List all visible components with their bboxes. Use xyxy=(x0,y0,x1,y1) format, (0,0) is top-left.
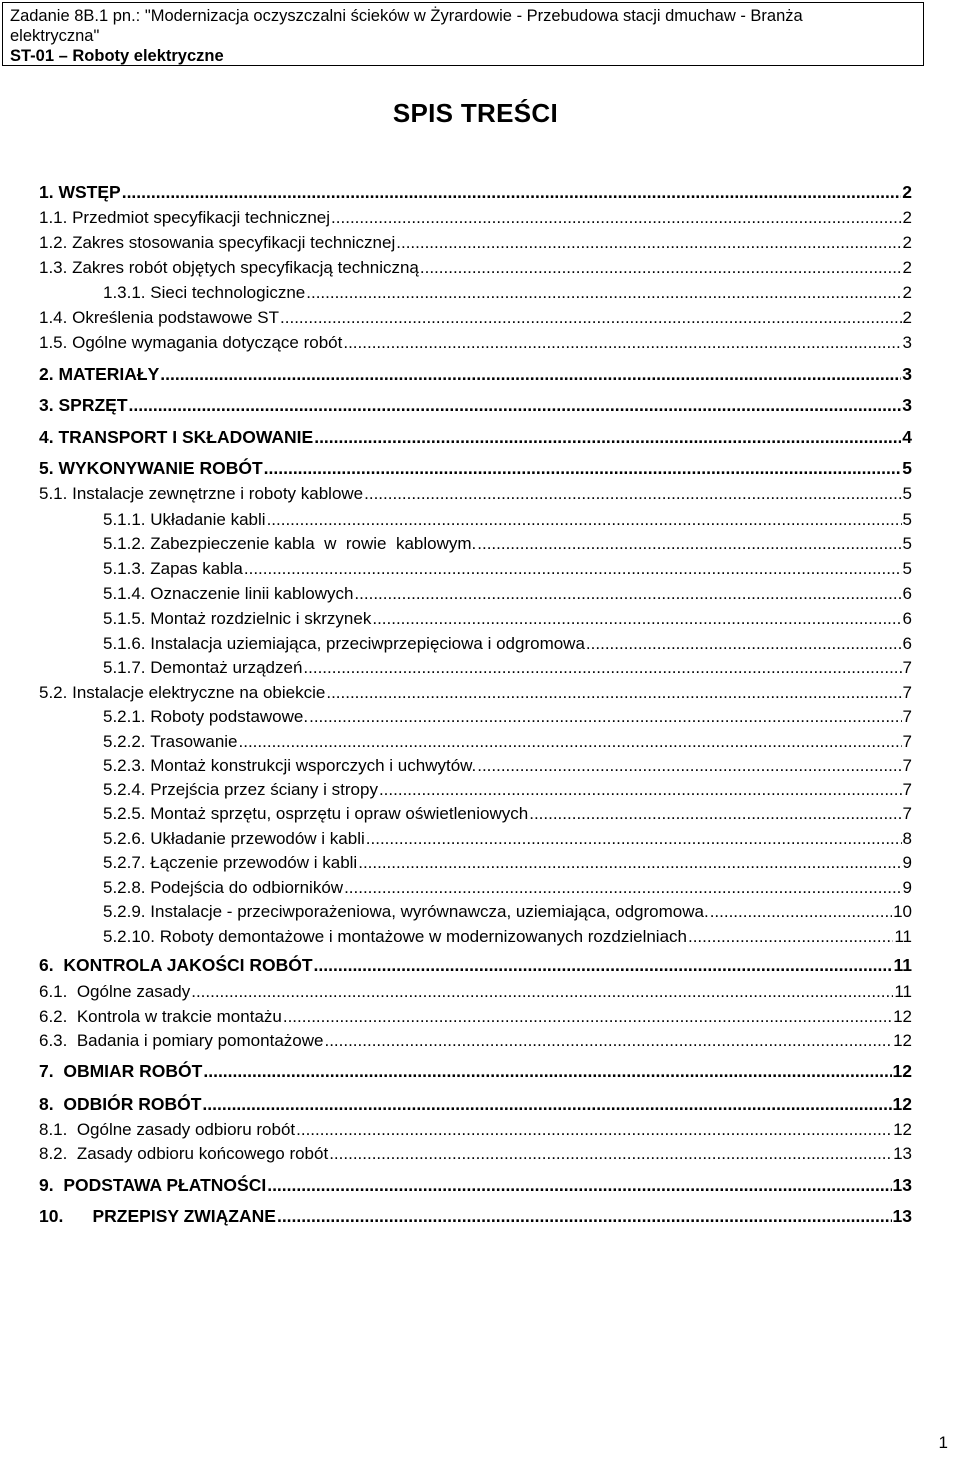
toc-leader-dots xyxy=(314,954,893,976)
toc-entry-label: MATERIAŁY xyxy=(58,364,160,384)
toc-entry[interactable] xyxy=(103,608,912,630)
toc-entry[interactable] xyxy=(103,901,912,923)
toc-entry[interactable] xyxy=(39,483,912,505)
toc-entry[interactable] xyxy=(39,307,912,329)
toc-entry[interactable] xyxy=(39,332,912,354)
toc-entry-number: 5.1.3. xyxy=(103,559,151,578)
toc-entry-page: 5 xyxy=(902,510,912,529)
toc-entry-label: Ogólne zasady odbioru robót xyxy=(76,1120,296,1139)
toc-entry-number: 5.1.4. xyxy=(103,584,151,603)
toc-entry-page: 3 xyxy=(902,333,912,352)
toc-entry-label: Instalacje - przeciwporażeniowa, wyrównawcza, uziemiająca, odgromowa. xyxy=(150,902,709,921)
toc-entry-label: Zakres robót objętych specyfikacją techniczną xyxy=(72,258,419,277)
toc-entry-page: 6 xyxy=(902,634,912,653)
toc-entry-page: 2 xyxy=(902,258,912,277)
toc-leader-dots xyxy=(203,1060,891,1082)
toc-entry-number: 6.2. xyxy=(39,1007,77,1026)
toc-entry[interactable] xyxy=(103,803,912,825)
toc-entry[interactable] xyxy=(103,877,912,899)
toc-entry[interactable] xyxy=(39,363,912,385)
toc-entry-label: Roboty podstawowe. xyxy=(150,707,309,726)
toc-leader-dots xyxy=(296,1119,892,1141)
toc-entry[interactable] xyxy=(103,706,912,728)
toc-entry-label: Układanie kabli xyxy=(150,510,266,529)
toc-entry-number: 3. xyxy=(39,395,59,415)
toc-leader-dots xyxy=(129,394,902,416)
toc-entry-label: Oznaczenie linii kablowych xyxy=(150,584,354,603)
toc-entry-label: SPRZĘT xyxy=(58,395,128,415)
toc-entry-number: 5.1.6. xyxy=(103,634,151,653)
toc-entry-number: 5.2.4. xyxy=(103,780,151,799)
toc-entry-page: 5 xyxy=(902,458,912,478)
toc-leader-dots xyxy=(343,332,901,354)
toc-entry-label: Ogólne wymagania dotyczące robót xyxy=(72,333,343,352)
toc-leader-dots xyxy=(280,307,902,329)
toc-entry-number: 6.3. xyxy=(39,1031,77,1050)
toc-entry-page: 12 xyxy=(893,1031,912,1050)
toc-entry-number: 5.2.8. xyxy=(103,878,151,897)
toc-entry-label: Łączenie przewodów i kabli xyxy=(150,853,358,872)
toc-entry-label: Zapas kabla xyxy=(150,559,243,578)
toc-leader-dots xyxy=(264,457,902,479)
toc-leader-dots xyxy=(202,1093,891,1115)
toc-leader-dots xyxy=(710,901,892,923)
toc-entry-number: 5.2. xyxy=(39,683,73,702)
toc-entry-label: Zabezpieczenie kabla w rowie kablowym. xyxy=(150,534,477,553)
toc-entry-number: 6.1. xyxy=(39,982,77,1001)
toc-leader-dots xyxy=(358,852,901,874)
toc-entry-number: 1.5. xyxy=(39,333,73,352)
toc-entry-label: Roboty demontażowe i montażowe w modernizowanych rozdzielniach xyxy=(159,927,687,946)
toc-entry-number: 1.3. xyxy=(39,258,73,277)
toc-entry-page: 13 xyxy=(892,1175,912,1195)
toc-entry[interactable] xyxy=(39,1143,912,1165)
toc-entry-number: 5.2.6. xyxy=(103,829,151,848)
header-project-line-cont: elektryczna" xyxy=(10,27,100,45)
toc-entry[interactable] xyxy=(39,1030,912,1052)
toc-entry-number: 5.1.7. xyxy=(103,658,151,677)
toc-entry-number: 5.2.9. xyxy=(103,902,151,921)
toc-entry-page: 12 xyxy=(893,1120,912,1139)
toc-entry-page: 7 xyxy=(902,683,912,702)
toc-leader-dots xyxy=(267,1174,891,1196)
toc-entry[interactable] xyxy=(103,558,912,580)
toc-entry-page: 13 xyxy=(892,1206,912,1226)
toc-entry[interactable] xyxy=(103,779,912,801)
toc-entry-page: 7 xyxy=(902,732,912,751)
toc-leader-dots xyxy=(372,608,901,630)
toc-entry-number: 8.2. xyxy=(39,1144,77,1163)
toc-entry[interactable] xyxy=(39,426,912,448)
toc-entry-page: 12 xyxy=(892,1094,912,1114)
toc-leader-dots xyxy=(331,207,901,229)
toc-entry[interactable] xyxy=(103,509,912,531)
toc-leader-dots xyxy=(277,1205,892,1227)
toc-entry[interactable] xyxy=(39,181,912,203)
toc-entry[interactable] xyxy=(39,981,912,1003)
toc-leader-dots xyxy=(477,533,901,555)
toc-entry-page: 8 xyxy=(902,829,912,848)
toc-leader-dots xyxy=(239,731,902,753)
toc-entry-page: 11 xyxy=(894,927,912,946)
toc-leader-dots xyxy=(309,706,901,728)
toc-entry-page: 7 xyxy=(902,707,912,726)
toc-entry[interactable] xyxy=(39,457,912,479)
toc-leader-dots xyxy=(364,483,901,505)
toc-leader-dots xyxy=(366,828,902,850)
toc-entry-page: 2 xyxy=(902,283,912,302)
toc-entry-label: Przedmiot specyfikacji technicznej xyxy=(72,208,331,227)
toc-entry-label: Montaż rozdzielnic i skrzynek xyxy=(150,609,372,628)
toc-leader-dots xyxy=(303,657,901,679)
toc-entry-page: 4 xyxy=(902,427,912,447)
toc-entry-page: 11 xyxy=(894,982,912,1001)
toc-entry[interactable] xyxy=(103,731,912,753)
toc-entry[interactable] xyxy=(103,583,912,605)
toc-entry-page: 12 xyxy=(893,1007,912,1026)
toc-entry[interactable] xyxy=(39,1174,912,1196)
toc-leader-dots xyxy=(354,583,901,605)
toc-entry-label: KONTROLA JAKOŚCI ROBÓT xyxy=(63,955,313,975)
toc-leader-dots xyxy=(396,232,901,254)
toc-entry-label: TRANSPORT I SKŁADOWANIE xyxy=(58,427,314,447)
toc-entry-page: 11 xyxy=(893,955,912,975)
toc-entry-label: Zakres stosowania specyfikacji technicznej xyxy=(72,233,396,252)
toc-entry-label: Przejścia przez ściany i stropy xyxy=(150,780,378,799)
toc-entry-number: 1.2. xyxy=(39,233,73,252)
toc-entry[interactable] xyxy=(39,232,912,254)
toc-entry-page: 10 xyxy=(893,902,912,921)
toc-entry-page: 6 xyxy=(902,609,912,628)
toc-leader-dots xyxy=(324,1030,892,1052)
toc-entry-number: 8. xyxy=(39,1094,64,1114)
toc-entry-page: 13 xyxy=(893,1144,912,1163)
toc-entry[interactable] xyxy=(39,1119,912,1141)
toc-entry-page: 2 xyxy=(902,182,912,202)
toc-leader-dots xyxy=(344,877,901,899)
toc-entry-page: 2 xyxy=(902,208,912,227)
toc-leader-dots xyxy=(586,633,902,655)
toc-entry-label: Sieci technologiczne xyxy=(150,283,306,302)
toc-entry-number: 6. xyxy=(39,955,64,975)
toc-leader-dots xyxy=(244,558,902,580)
toc-entry-number: 8.1. xyxy=(39,1120,77,1139)
toc-leader-dots xyxy=(329,1143,892,1165)
toc-entry-number: 1.1. xyxy=(39,208,73,227)
toc-entry[interactable] xyxy=(39,682,912,704)
toc-leader-dots xyxy=(529,803,901,825)
toc-entry-number: 2. xyxy=(39,364,59,384)
header-spec-title: ST-01 – Roboty elektryczne xyxy=(10,47,224,65)
toc-entry[interactable] xyxy=(39,1205,912,1227)
toc-entry-number: 5.2.2. xyxy=(103,732,151,751)
toc-entry[interactable] xyxy=(39,1006,912,1028)
toc-entry-number: 5.1.5. xyxy=(103,609,151,628)
toc-leader-dots xyxy=(306,282,901,304)
toc-entry-label: Ogólne zasady xyxy=(76,982,191,1001)
toc-entry-page: 5 xyxy=(902,484,912,503)
toc-leader-dots xyxy=(688,926,893,948)
toc-leader-dots xyxy=(267,509,902,531)
toc-entry-page: 3 xyxy=(902,395,912,415)
toc-entry[interactable] xyxy=(39,394,912,416)
header-project-line: Zadanie 8B.1 pn.: "Modernizacja oczyszczalni ścieków w Żyrardowie - Przebudowa stacji dmuchaw - Branża xyxy=(10,7,803,25)
toc-entry-page: 3 xyxy=(902,364,912,384)
page-number: 1 xyxy=(938,1433,948,1452)
toc-entry[interactable] xyxy=(39,954,912,976)
toc-entry-label: ODBIÓR ROBÓT xyxy=(63,1094,202,1114)
toc-entry-label: Montaż konstrukcji wsporczych i uchwytów. xyxy=(150,756,477,775)
toc-entry-page: 7 xyxy=(902,658,912,677)
toc-leader-dots xyxy=(326,682,901,704)
toc-entry-label: Określenia podstawowe ST xyxy=(72,308,280,327)
toc-entry-label: Montaż sprzętu, osprzętu i opraw oświetleniowych xyxy=(150,804,529,823)
toc-entry-label: PODSTAWA PŁATNOŚCI xyxy=(63,1175,267,1195)
toc-entry-label: OBMIAR ROBÓT xyxy=(63,1061,203,1081)
toc-entry-number: 1. xyxy=(39,182,59,202)
toc-entry[interactable] xyxy=(39,1060,912,1082)
toc-leader-dots xyxy=(420,257,902,279)
toc-entry[interactable] xyxy=(103,828,912,850)
toc-entry-page: 5 xyxy=(902,559,912,578)
toc-leader-dots xyxy=(122,181,902,203)
toc-entry-label: PRZEPISY ZWIĄZANE xyxy=(92,1206,276,1226)
toc-entry-number: 5.2.5. xyxy=(103,804,151,823)
toc-entry-page: 2 xyxy=(902,233,912,252)
toc-entry-number: 9. xyxy=(39,1175,64,1195)
toc-entry[interactable] xyxy=(103,755,912,777)
toc-leader-dots xyxy=(191,981,893,1003)
toc-entry-label: Podejścia do odbiorników xyxy=(150,878,344,897)
toc-leader-dots xyxy=(379,779,902,801)
toc-entry-label: WSTĘP xyxy=(58,182,121,202)
toc-entry-number: 1.3.1. xyxy=(103,283,151,302)
toc-entry-page: 12 xyxy=(892,1061,912,1081)
toc-entry-number: 5. xyxy=(39,458,59,478)
toc-entry-number: 7. xyxy=(39,1061,64,1081)
toc-entry-page: 7 xyxy=(902,756,912,775)
toc-entry-label: WYKONYWANIE ROBÓT xyxy=(58,458,263,478)
toc-entry-number: 5.2.7. xyxy=(103,853,151,872)
toc-leader-dots xyxy=(477,755,901,777)
toc-entry-page: 5 xyxy=(902,534,912,553)
toc-entry-number: 5.1.1. xyxy=(103,510,151,529)
toc-entry-number: 5.2.1. xyxy=(103,707,151,726)
toc-entry-number: 5.1. xyxy=(39,484,73,503)
toc-heading: SPIS TREŚCI xyxy=(392,98,558,128)
toc-leader-dots xyxy=(160,363,901,385)
toc-entry[interactable] xyxy=(39,1093,912,1115)
toc-entry-label: Zasady odbioru końcowego robót xyxy=(76,1144,329,1163)
toc-entry-label: Układanie przewodów i kabli xyxy=(150,829,365,848)
toc-entry[interactable] xyxy=(39,257,912,279)
toc-entry-page: 9 xyxy=(902,853,912,872)
toc-entry-number: 10. xyxy=(39,1206,93,1226)
toc-entry-page: 9 xyxy=(902,878,912,897)
toc-entry-label: Instalacja uziemiająca, przeciwprzepięciowa i odgromowa xyxy=(150,634,585,653)
toc-entry-label: Badania i pomiary pomontażowe xyxy=(76,1031,324,1050)
toc-entry-number: 4. xyxy=(39,427,59,447)
toc-entry-number: 5.2.10. xyxy=(103,927,160,946)
toc-leader-dots xyxy=(283,1006,892,1028)
toc-entry[interactable] xyxy=(103,852,912,874)
toc-leader-dots xyxy=(314,426,901,448)
toc-entry-number: 5.1.2. xyxy=(103,534,151,553)
toc-entry-number: 5.2.3. xyxy=(103,756,151,775)
toc-entry-page: 7 xyxy=(902,780,912,799)
toc-entry-page: 2 xyxy=(902,308,912,327)
toc-entry[interactable] xyxy=(39,207,912,229)
toc-entry-label: Instalacje elektryczne na obiekcie xyxy=(72,683,326,702)
toc-entry[interactable] xyxy=(103,926,912,948)
toc-entry[interactable] xyxy=(103,533,912,555)
toc-entry-page: 6 xyxy=(902,584,912,603)
toc-entry[interactable] xyxy=(103,282,912,304)
toc-entry-page: 7 xyxy=(902,804,912,823)
toc-entry-label: Demontaż urządzeń xyxy=(150,658,303,677)
toc-entry-label: Instalacje zewnętrzne i roboty kablowe xyxy=(72,484,364,503)
toc-entry[interactable] xyxy=(103,657,912,679)
toc-entry-label: Kontrola w trakcie montażu xyxy=(76,1007,282,1026)
toc-entry-number: 1.4. xyxy=(39,308,73,327)
toc-entry-label: Trasowanie xyxy=(150,732,238,751)
toc-entry[interactable] xyxy=(103,633,912,655)
